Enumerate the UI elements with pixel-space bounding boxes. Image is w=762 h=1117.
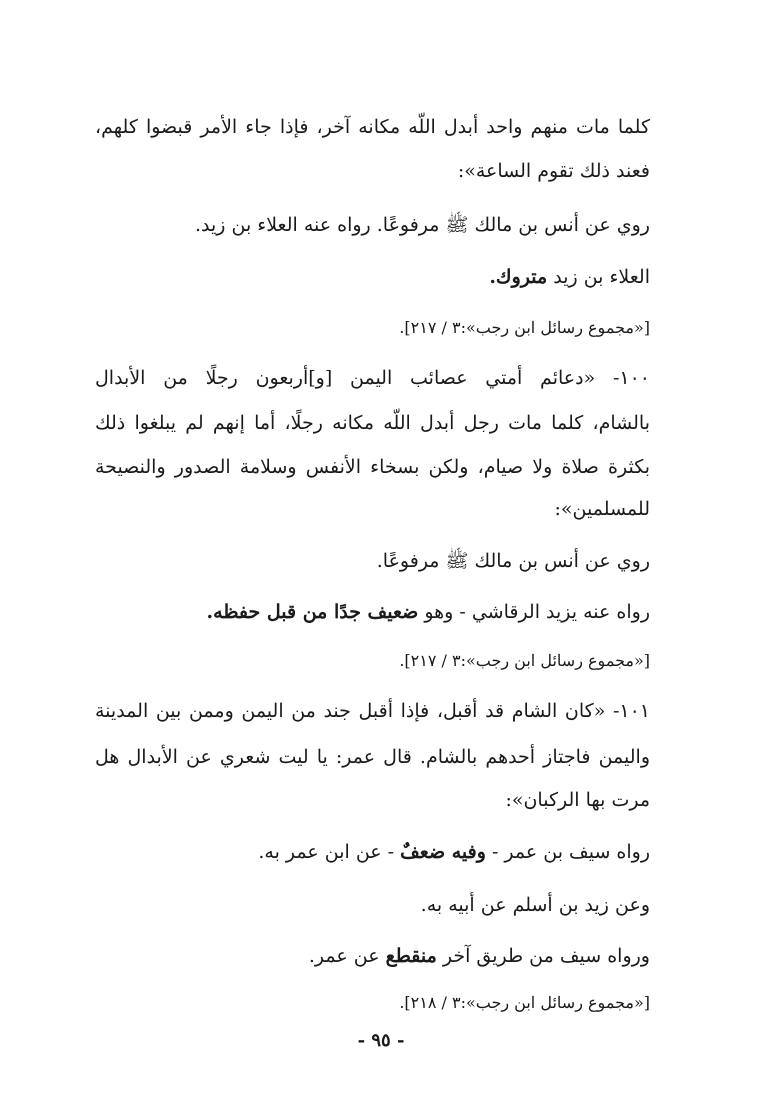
narration-line-4: وعن زيد بن أسلم عن أبيه به. xyxy=(420,894,650,916)
narrator-verdict-line-2 xyxy=(207,597,650,627)
text-line-1: كلما مات منهم واحد أبدل اللّه مكانه آخر، فإذا جاء الأمر قبضوا كلهم، xyxy=(95,116,650,138)
narration-line-3 xyxy=(258,837,650,867)
narration-part-c: ورواه سيف من طريق آخر xyxy=(442,945,650,967)
hadith-100-line-2: بالشام، كلما مات رجل أبدل اللّه مكانه رجلًا، أما إنهم لم يبلغوا ذلك xyxy=(95,412,650,434)
verdict-matruk: متروك. xyxy=(489,266,548,288)
reference-3: [«مجموع رسائل ابن رجب»:٣ / ٢١٨]. xyxy=(399,993,650,1012)
hadith-101-line-1: ١٠١- «كان الشام قد أقبل، فإذا أقبل جند من اليمن وممن بين المدينة xyxy=(95,700,650,722)
text-line-2: فعند ذلك تقوم الساعة»: xyxy=(457,160,650,182)
reference-1: [«مجموع رسائل ابن رجب»:٣ / ٢١٧]. xyxy=(399,318,650,337)
hadith-100-line-3: بكثرة صلاة ولا صيام، ولكن بسخاء الأنفس وسلامة الصدور والنصيحة xyxy=(95,456,650,478)
narration-part-d: عن عمر. xyxy=(308,945,380,967)
narration-line-5 xyxy=(309,941,650,971)
narration-part-b: - عن ابن عمر به. xyxy=(258,841,395,863)
hadith-100-line-4: للمسلمين»: xyxy=(554,498,650,520)
reference-2: [«مجموع رسائل ابن رجب»:٣ / ٢١٧]. xyxy=(399,651,650,670)
hadith-101-line-3: مرت بها الركبان»: xyxy=(505,789,650,811)
narration-line-1: روي عن أنس بن مالك ﷺ مرفوعًا. رواه عنه العلاء بن زيد. xyxy=(194,214,650,236)
narrator-name: العلاء بن زيد xyxy=(553,266,650,288)
verdict-weakness: وفيه ضعفٌ xyxy=(400,841,486,863)
hadith-101-line-2: واليمن فاجتاز أحدهم بالشام. قال عمر: يا ليت شعري عن الأبدال هل xyxy=(95,746,650,768)
verdict-munqati: منقطع xyxy=(385,945,437,967)
verdict-daif: ضعيف جدًا من قبل حفظه. xyxy=(206,601,419,623)
page-number: - ٩٥ - xyxy=(357,1030,405,1051)
narration-line-2: روي عن أنس بن مالك ﷺ مرفوعًا. xyxy=(376,550,650,572)
narration-part-a: رواه سيف بن عمر - xyxy=(491,841,650,863)
narrator-verdict-line-1 xyxy=(489,262,650,292)
narrator-text: رواه عنه يزيد الرقاشي - وهو xyxy=(424,601,650,623)
hadith-100-line-1: ١٠٠- «دعائم أمتي عصائب اليمن [و]أربعون رجلًا من الأبدال xyxy=(95,367,650,389)
